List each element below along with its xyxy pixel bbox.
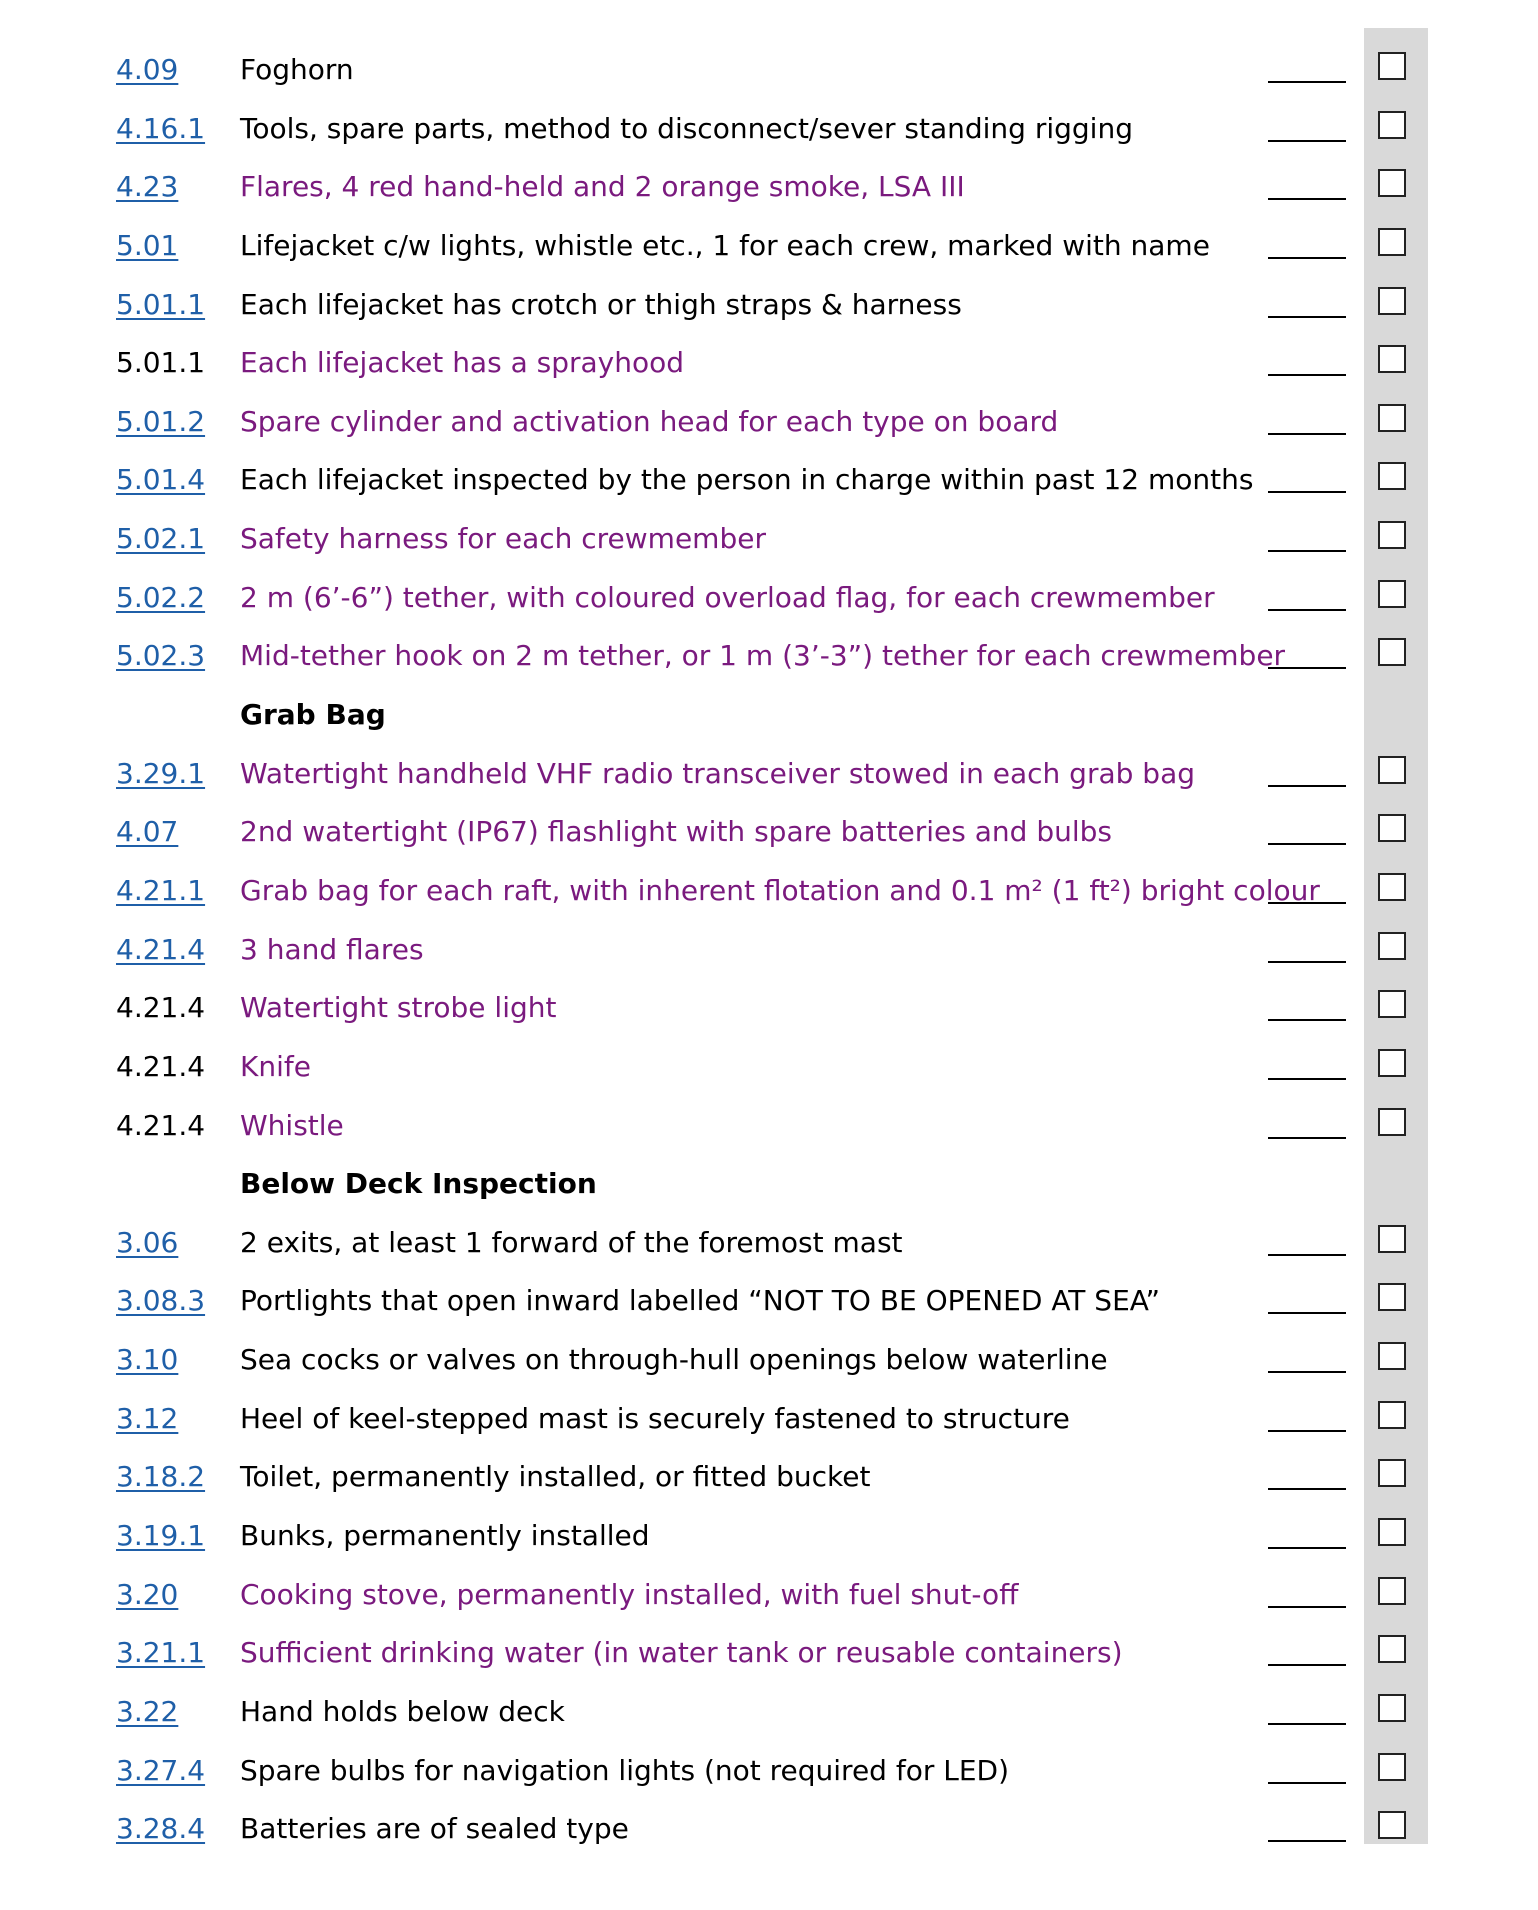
item-description: Foghorn [240,53,354,86]
checklist-row [0,1390,1538,1449]
item-description: Grab bag for each raft, with inherent flotation and 0.1 m² (1 ft²) bright colour [240,873,1320,907]
rule-reference-link[interactable]: 3.19.1 [116,1519,206,1553]
checklist-row [0,1624,1538,1683]
initials-blank[interactable] [1268,316,1346,318]
initials-blank[interactable] [1268,1078,1346,1080]
item-description: Tools, spare parts, method to disconnect/sever standing rigging [240,111,1133,145]
checkbox[interactable] [1378,111,1406,139]
item-description: Each lifejacket inspected by the person in charge within past 12 months [240,463,1254,497]
initials-blank[interactable] [1268,81,1346,83]
rule-reference-link[interactable]: 5.01.1 [116,287,206,321]
checkbox[interactable] [1378,990,1406,1018]
initials-blank[interactable] [1268,609,1346,611]
initials-blank[interactable] [1268,667,1346,669]
initials-blank[interactable] [1268,1547,1346,1549]
checkbox[interactable] [1378,521,1406,549]
checkbox[interactable] [1378,228,1406,256]
rule-reference-link[interactable]: 3.22 [116,1694,179,1728]
checklist-row [0,393,1538,452]
initials-blank[interactable] [1268,1254,1346,1256]
checklist-row [0,1272,1538,1331]
checkbox[interactable] [1378,462,1406,490]
initials-blank[interactable] [1268,843,1346,845]
rule-reference-link[interactable]: 5.01.4 [116,463,206,497]
initials-blank[interactable] [1268,140,1346,142]
checklist-row [0,334,1538,393]
rule-reference: 4.21.4 [116,1108,206,1142]
rule-reference-link[interactable]: 3.06 [116,1225,179,1259]
checklist-row [0,1683,1538,1742]
section-title: Below Deck Inspection [240,1167,597,1201]
item-description: Sufficient drinking water (in water tank or reusable containers) [240,1636,1123,1670]
checkbox[interactable] [1378,1694,1406,1722]
checkbox[interactable] [1378,873,1406,901]
initials-blank[interactable] [1268,1606,1346,1608]
checkbox[interactable] [1378,345,1406,373]
initials-blank[interactable] [1268,1782,1346,1784]
rule-reference-link[interactable]: 3.18.2 [116,1460,206,1494]
item-description: Cooking stove, permanently installed, with fuel shut-off [240,1577,1019,1611]
checklist-row [0,217,1538,276]
checklist-row [0,1742,1538,1801]
item-description: Lifejacket c/w lights, whistle etc., 1 for each crew, marked with name [240,228,1210,262]
rule-reference-link[interactable]: 3.10 [116,1343,179,1377]
checkbox[interactable] [1378,404,1406,432]
checkbox[interactable] [1378,1049,1406,1077]
rule-reference-link[interactable]: 5.02.2 [116,580,206,614]
rule-reference-link[interactable]: 4.09 [116,53,179,86]
rule-reference: 4.21.4 [116,991,206,1025]
checklist-row [0,1214,1538,1273]
item-description: Portlights that open inward labelled “NOT TO BE OPENED AT SEA” [240,1284,1160,1318]
item-description: Knife [240,1049,311,1083]
checkbox[interactable] [1378,287,1406,315]
initials-blank[interactable] [1268,1488,1346,1490]
checkbox[interactable] [1378,1753,1406,1781]
rule-reference-link[interactable]: 4.16.1 [116,111,206,145]
checkbox[interactable] [1378,756,1406,784]
checklist-row [0,276,1538,335]
rule-reference-link[interactable]: 5.01 [116,228,179,262]
checkbox[interactable] [1378,1635,1406,1663]
item-description: 3 hand flares [240,932,424,966]
checklist-row [0,1038,1538,1097]
checkbox[interactable] [1378,1283,1406,1311]
item-description: Each lifejacket has crotch or thigh straps & harness [240,287,962,321]
rule-reference-link[interactable]: 5.02.1 [116,522,206,556]
item-description: Heel of keel-stepped mast is securely fastened to structure [240,1401,1070,1435]
rule-reference-link[interactable]: 3.27.4 [116,1753,206,1787]
checklist-row [0,41,1538,100]
rule-reference-link[interactable]: 4.23 [116,170,179,204]
rule-reference-link[interactable]: 4.07 [116,815,179,849]
checkbox[interactable] [1378,1342,1406,1370]
rule-reference-link[interactable]: 4.21.1 [116,873,206,907]
checklist-row [0,862,1538,921]
initials-blank[interactable] [1268,1371,1346,1373]
checklist-row [0,158,1538,217]
initials-blank[interactable] [1268,1723,1346,1725]
checklist-row [0,1507,1538,1566]
item-description: Flares, 4 red hand-held and 2 orange smoke, LSA III [240,170,965,204]
checklist-row [0,1448,1538,1507]
rule-reference-link[interactable]: 3.20 [116,1577,179,1611]
item-description: 2 exits, at least 1 forward of the foremost mast [240,1225,903,1259]
item-description: Bunks, permanently installed [240,1519,650,1553]
item-description: Whistle [240,1108,344,1142]
checklist-row [0,100,1538,159]
item-description: Each lifejacket has a sprayhood [240,346,685,380]
initials-blank[interactable] [1268,257,1346,259]
checkbox[interactable] [1378,1225,1406,1253]
checkbox[interactable] [1378,580,1406,608]
item-description: Spare cylinder and activation head for each type on board [240,404,1059,438]
initials-blank[interactable] [1268,902,1346,904]
item-description: Watertight handheld VHF radio transceiver stowed in each grab bag [240,756,1196,790]
item-description: Safety harness for each crewmember [240,522,766,556]
item-description: Mid-tether hook on 2 m tether, or 1 m (3’-3”) tether for each crewmember [240,639,1286,673]
item-description: Watertight strobe light [240,991,557,1025]
inspection-checklist [0,41,1538,1859]
rule-reference-link[interactable]: 5.02.3 [116,639,206,673]
checklist-row [0,1097,1538,1156]
rule-reference-link[interactable]: 3.28.4 [116,1812,206,1846]
initials-blank[interactable] [1268,961,1346,963]
checklist-row [0,510,1538,569]
rule-reference-link[interactable]: 3.21.1 [116,1636,206,1670]
item-description: Spare bulbs for navigation lights (not required for LED) [240,1753,1010,1787]
checklist-row [0,979,1538,1038]
rule-reference: 5.01.1 [116,346,206,380]
checklist-row [0,1800,1538,1859]
initials-blank[interactable] [1268,1430,1346,1432]
section-title: Grab Bag [240,698,386,732]
checkbox[interactable] [1378,52,1406,80]
checklist-row [0,627,1538,686]
initials-blank[interactable] [1268,1019,1346,1021]
item-description: Toilet, permanently installed, or fitted bucket [240,1460,871,1494]
section-header [0,1155,1538,1214]
item-description: Hand holds below deck [240,1694,565,1728]
checkbox[interactable] [1378,1811,1406,1839]
rule-reference: 4.21.4 [116,1049,206,1083]
initials-blank[interactable] [1268,1664,1346,1666]
checklist-row [0,921,1538,980]
checkbox[interactable] [1378,1108,1406,1136]
initials-blank[interactable] [1268,785,1346,787]
item-description: 2 m (6’-6”) tether, with coloured overload flag, for each crewmember [240,580,1215,614]
checklist-row [0,1331,1538,1390]
checkbox[interactable] [1378,814,1406,842]
item-description: 2nd watertight (IP67) flashlight with spare batteries and bulbs [240,815,1112,849]
checkbox[interactable] [1378,169,1406,197]
initials-blank[interactable] [1268,1137,1346,1139]
checklist-row [0,1566,1538,1625]
section-header [0,686,1538,745]
initials-blank[interactable] [1268,491,1346,493]
checklist-row [0,745,1538,804]
initials-blank[interactable] [1268,1312,1346,1314]
checkbox[interactable] [1378,932,1406,960]
checkbox[interactable] [1378,1577,1406,1605]
rule-reference-link[interactable]: 3.29.1 [116,756,206,790]
item-description: Batteries are of sealed type [240,1812,629,1846]
checkbox[interactable] [1378,1401,1406,1429]
checklist-row [0,803,1538,862]
initials-blank[interactable] [1268,198,1346,200]
checkbox[interactable] [1378,1459,1406,1487]
initials-blank[interactable] [1268,433,1346,435]
rule-reference-link[interactable]: 5.01.2 [116,404,206,438]
initials-blank[interactable] [1268,550,1346,552]
rule-reference-link[interactable]: 3.12 [116,1401,179,1435]
item-description: Sea cocks or valves on through-hull openings below waterline [240,1343,1108,1377]
rule-reference-link[interactable]: 4.21.4 [116,932,206,966]
checkbox[interactable] [1378,638,1406,666]
initials-blank[interactable] [1268,374,1346,376]
checklist-row [0,569,1538,628]
checklist-row [0,451,1538,510]
initials-blank[interactable] [1268,1840,1346,1842]
checkbox[interactable] [1378,1518,1406,1546]
rule-reference-link[interactable]: 3.08.3 [116,1284,206,1318]
